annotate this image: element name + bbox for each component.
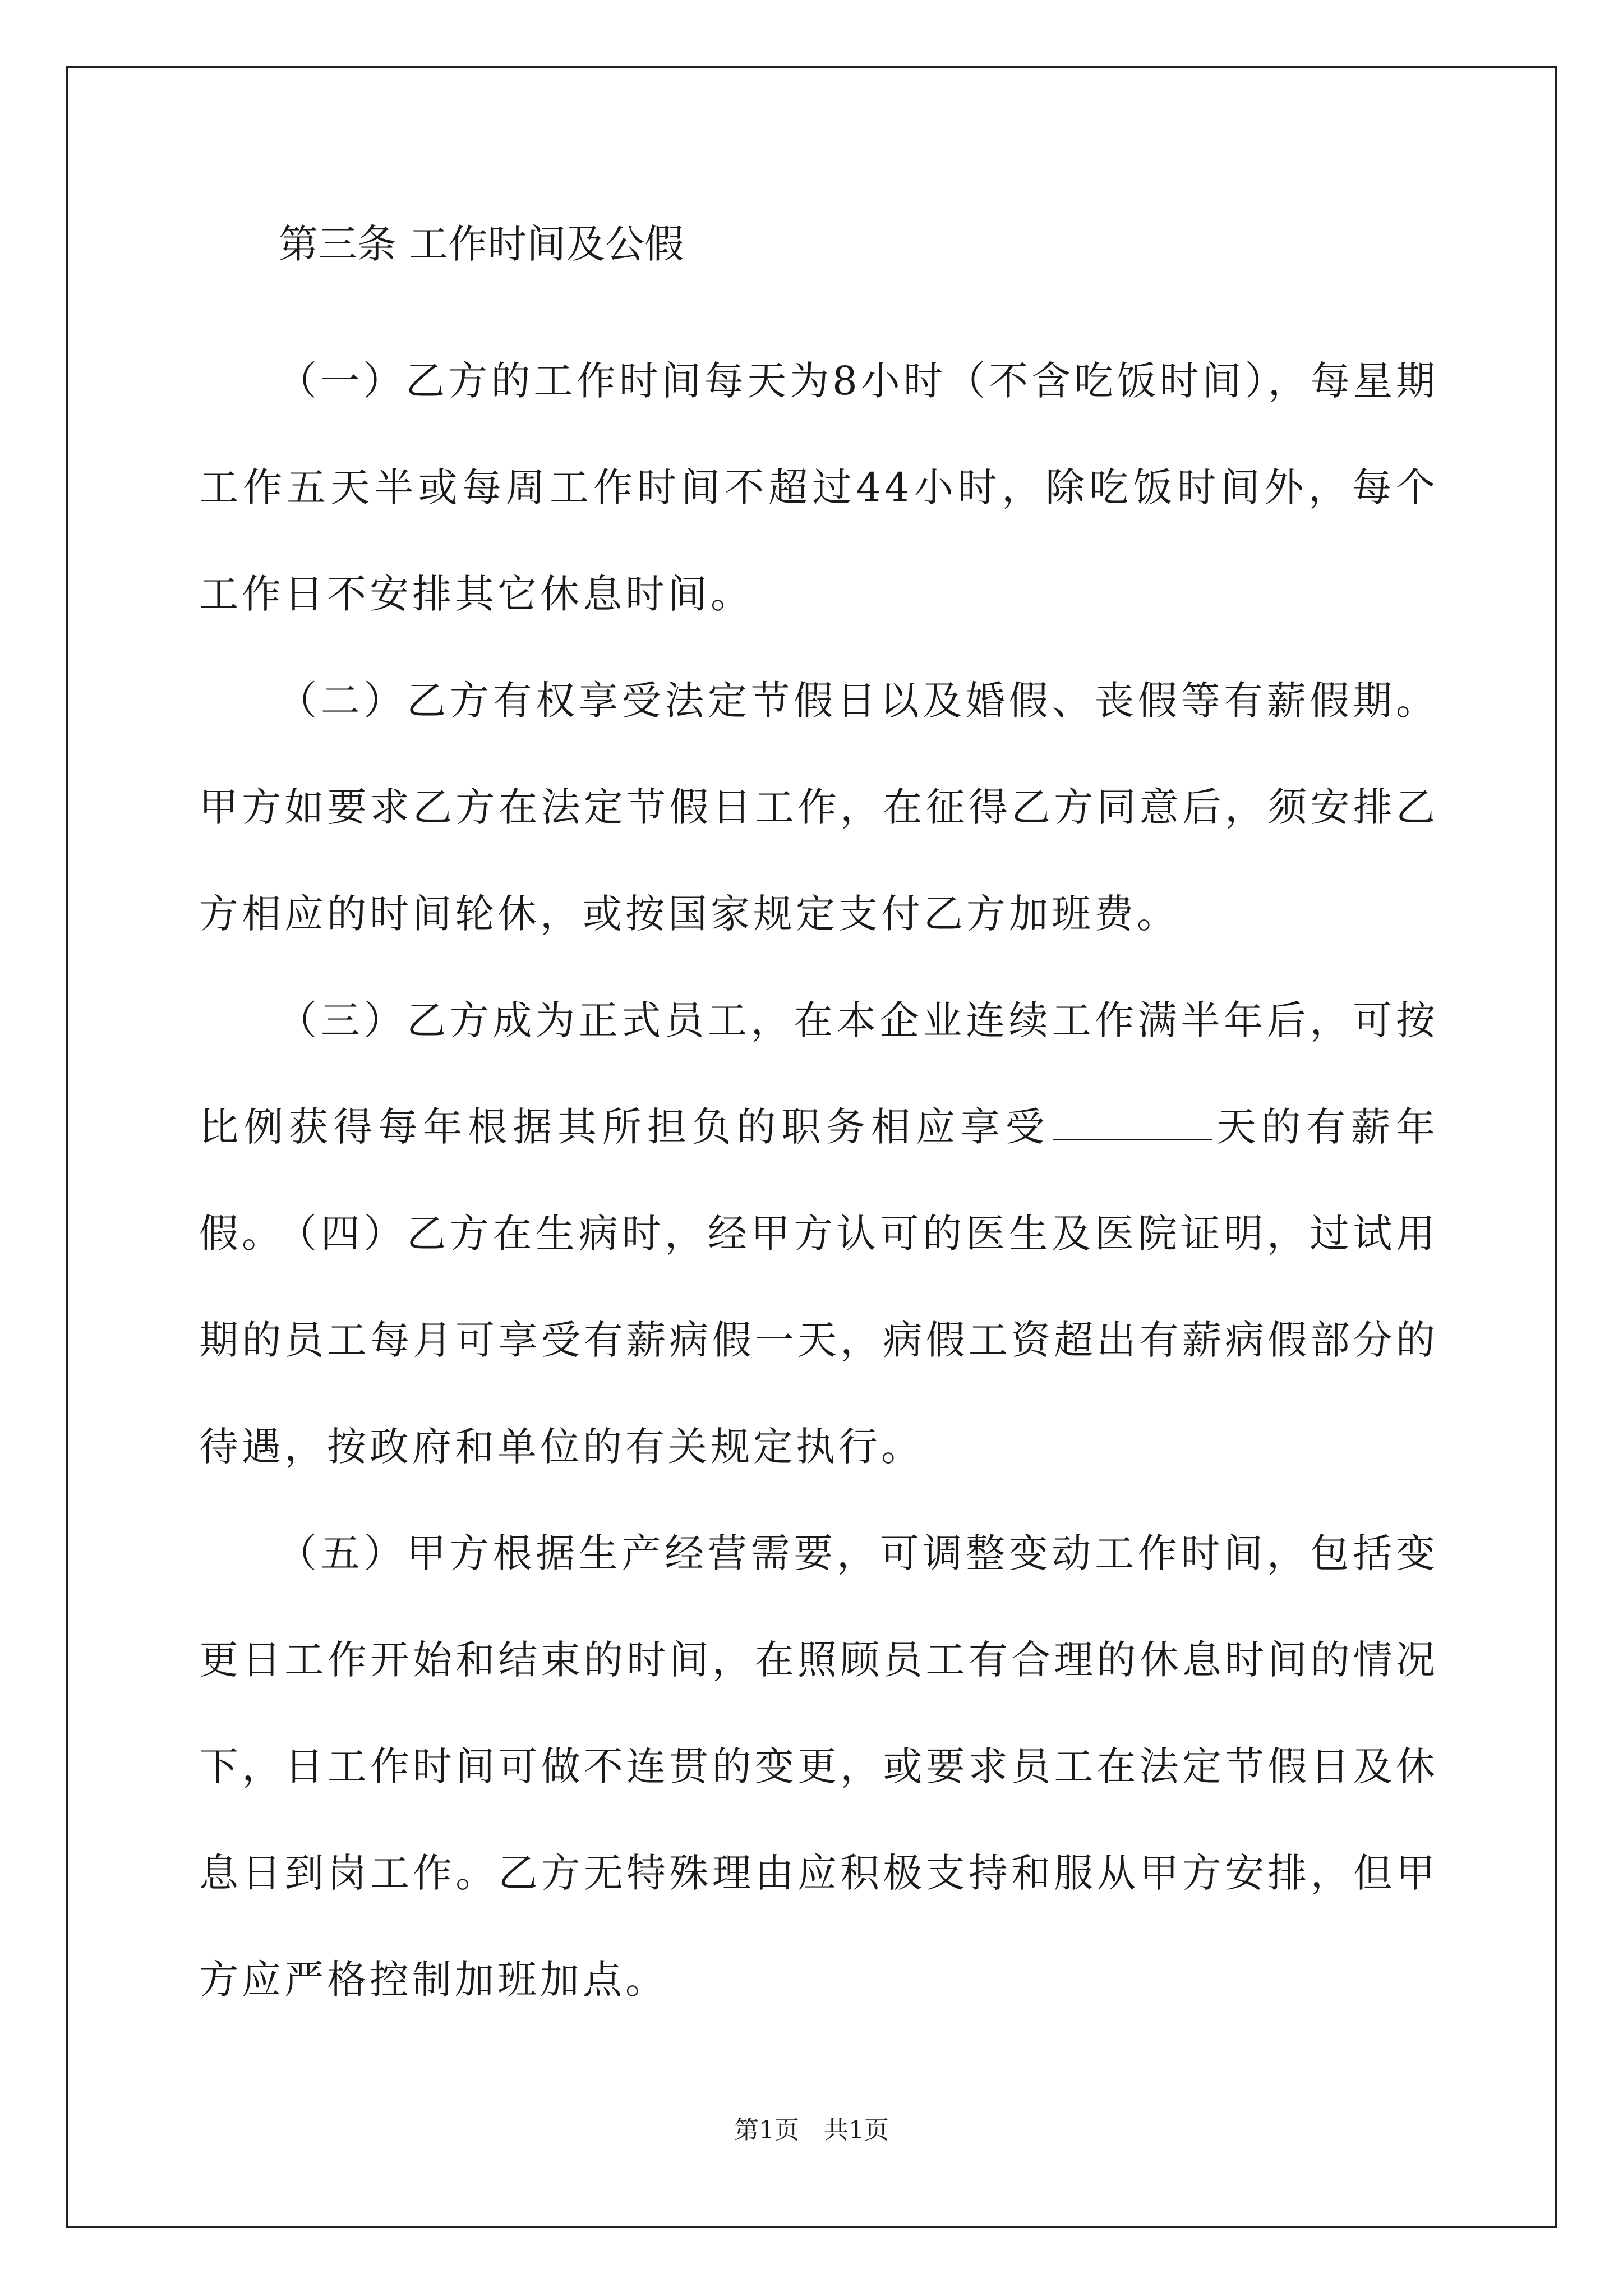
section-heading: 第三条 工作时间及公假 bbox=[279, 221, 684, 267]
paragraph-1: （一）乙方的工作时间每天为8小时（不含吃饭时间），每星期工作五天半或每周工作时间不超过44小时，除吃饭时间外，每个工作日不安排其它休息时间。 bbox=[199, 358, 1438, 617]
paragraph-4: （四）乙方在生病时，经甲方认可的医生及医院证明，过试用期的员工每月可享受有薪病假一天，病假工资超出有薪病假部分的待遇，按政府和单位的有关规定执行。 bbox=[199, 1211, 1438, 1470]
paragraph-5: （五）甲方根据生产经营需要，可调整变动工作时间，包括变更日工作开始和结束的时间，在照顾员工有合理的休息时间的情况下，日工作时间可做不连贯的变更，或要求员工在法定节假日及休息日到岗工作。乙方无特殊理由应积极支持和服从甲方安排，但甲方应严格控制加班加点。 bbox=[199, 1530, 1438, 2003]
paragraph-3-text-before: （三）乙方成为正式员工，在本企业连续工作满半年后，可按比例获得每年根据其所担负的职务相应享受 bbox=[199, 997, 1438, 1150]
fill-in-blank[interactable] bbox=[1053, 1099, 1212, 1140]
paragraph-2: （二）乙方有权享受法定节假日以及婚假、丧假等有薪假期。甲方如要求乙方在法定节假日工作，在征得乙方同意后，须安排乙方相应的时间轮休，或按国家规定支付乙方加班费。 bbox=[199, 678, 1438, 937]
page-footer: 第1页 共1页 bbox=[734, 2116, 889, 2145]
paragraph-3-text-after: 天的有薪年假。 bbox=[199, 1104, 1438, 1257]
